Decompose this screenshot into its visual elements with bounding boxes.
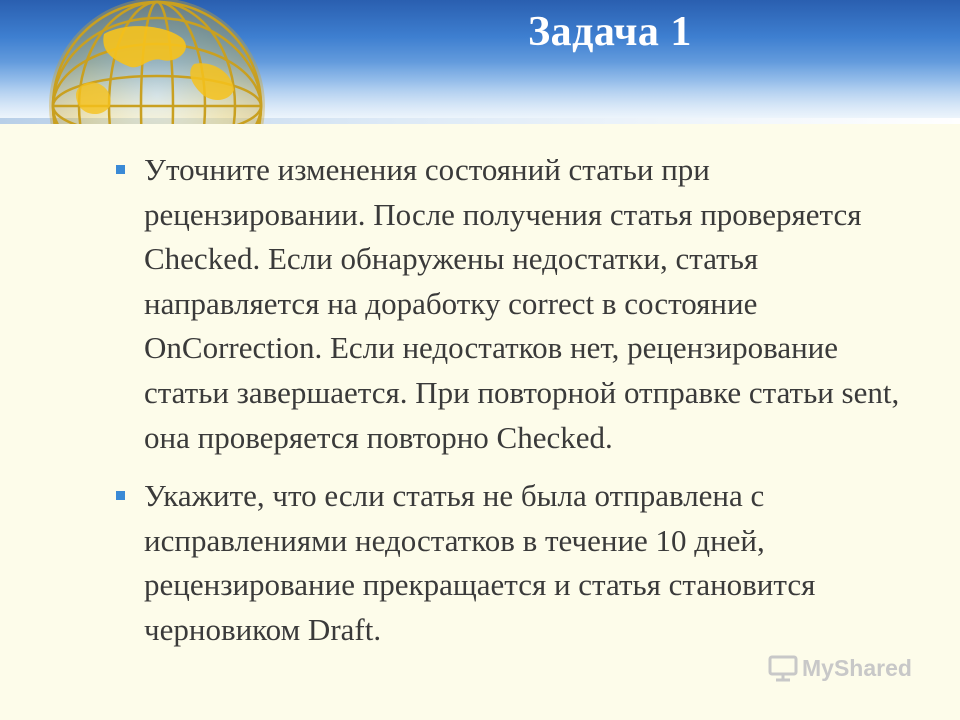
bullet-text: Укажите, что если статья не была отправлена с исправлениями недостатков в течение 10 дней, рецензирование прекращается и статья становится черновиком Draft. — [144, 478, 816, 647]
slide-content — [112, 148, 912, 667]
square-bullet-icon — [116, 491, 125, 500]
watermark-text: MyShared — [802, 654, 912, 681]
globe-icon — [44, 0, 270, 124]
slide-title: Задача 1 — [528, 9, 692, 55]
square-bullet-icon — [116, 165, 125, 174]
bullet-text: Уточните изменения состояний статьи при рецензировании. После получения статья проверяется Checked. Если обнаружены недостатки, статья направляется на доработку correct в состояние OnCorrection. Если недостатков нет, рецензирование статьи завершается. При повторной отправке статьи sent, она проверяется повторно Checked. — [144, 152, 900, 455]
bullet-item — [112, 148, 912, 460]
presentation-icon — [768, 654, 798, 682]
slide-header — [0, 0, 960, 124]
bullet-item — [112, 474, 912, 652]
watermark — [768, 654, 912, 682]
